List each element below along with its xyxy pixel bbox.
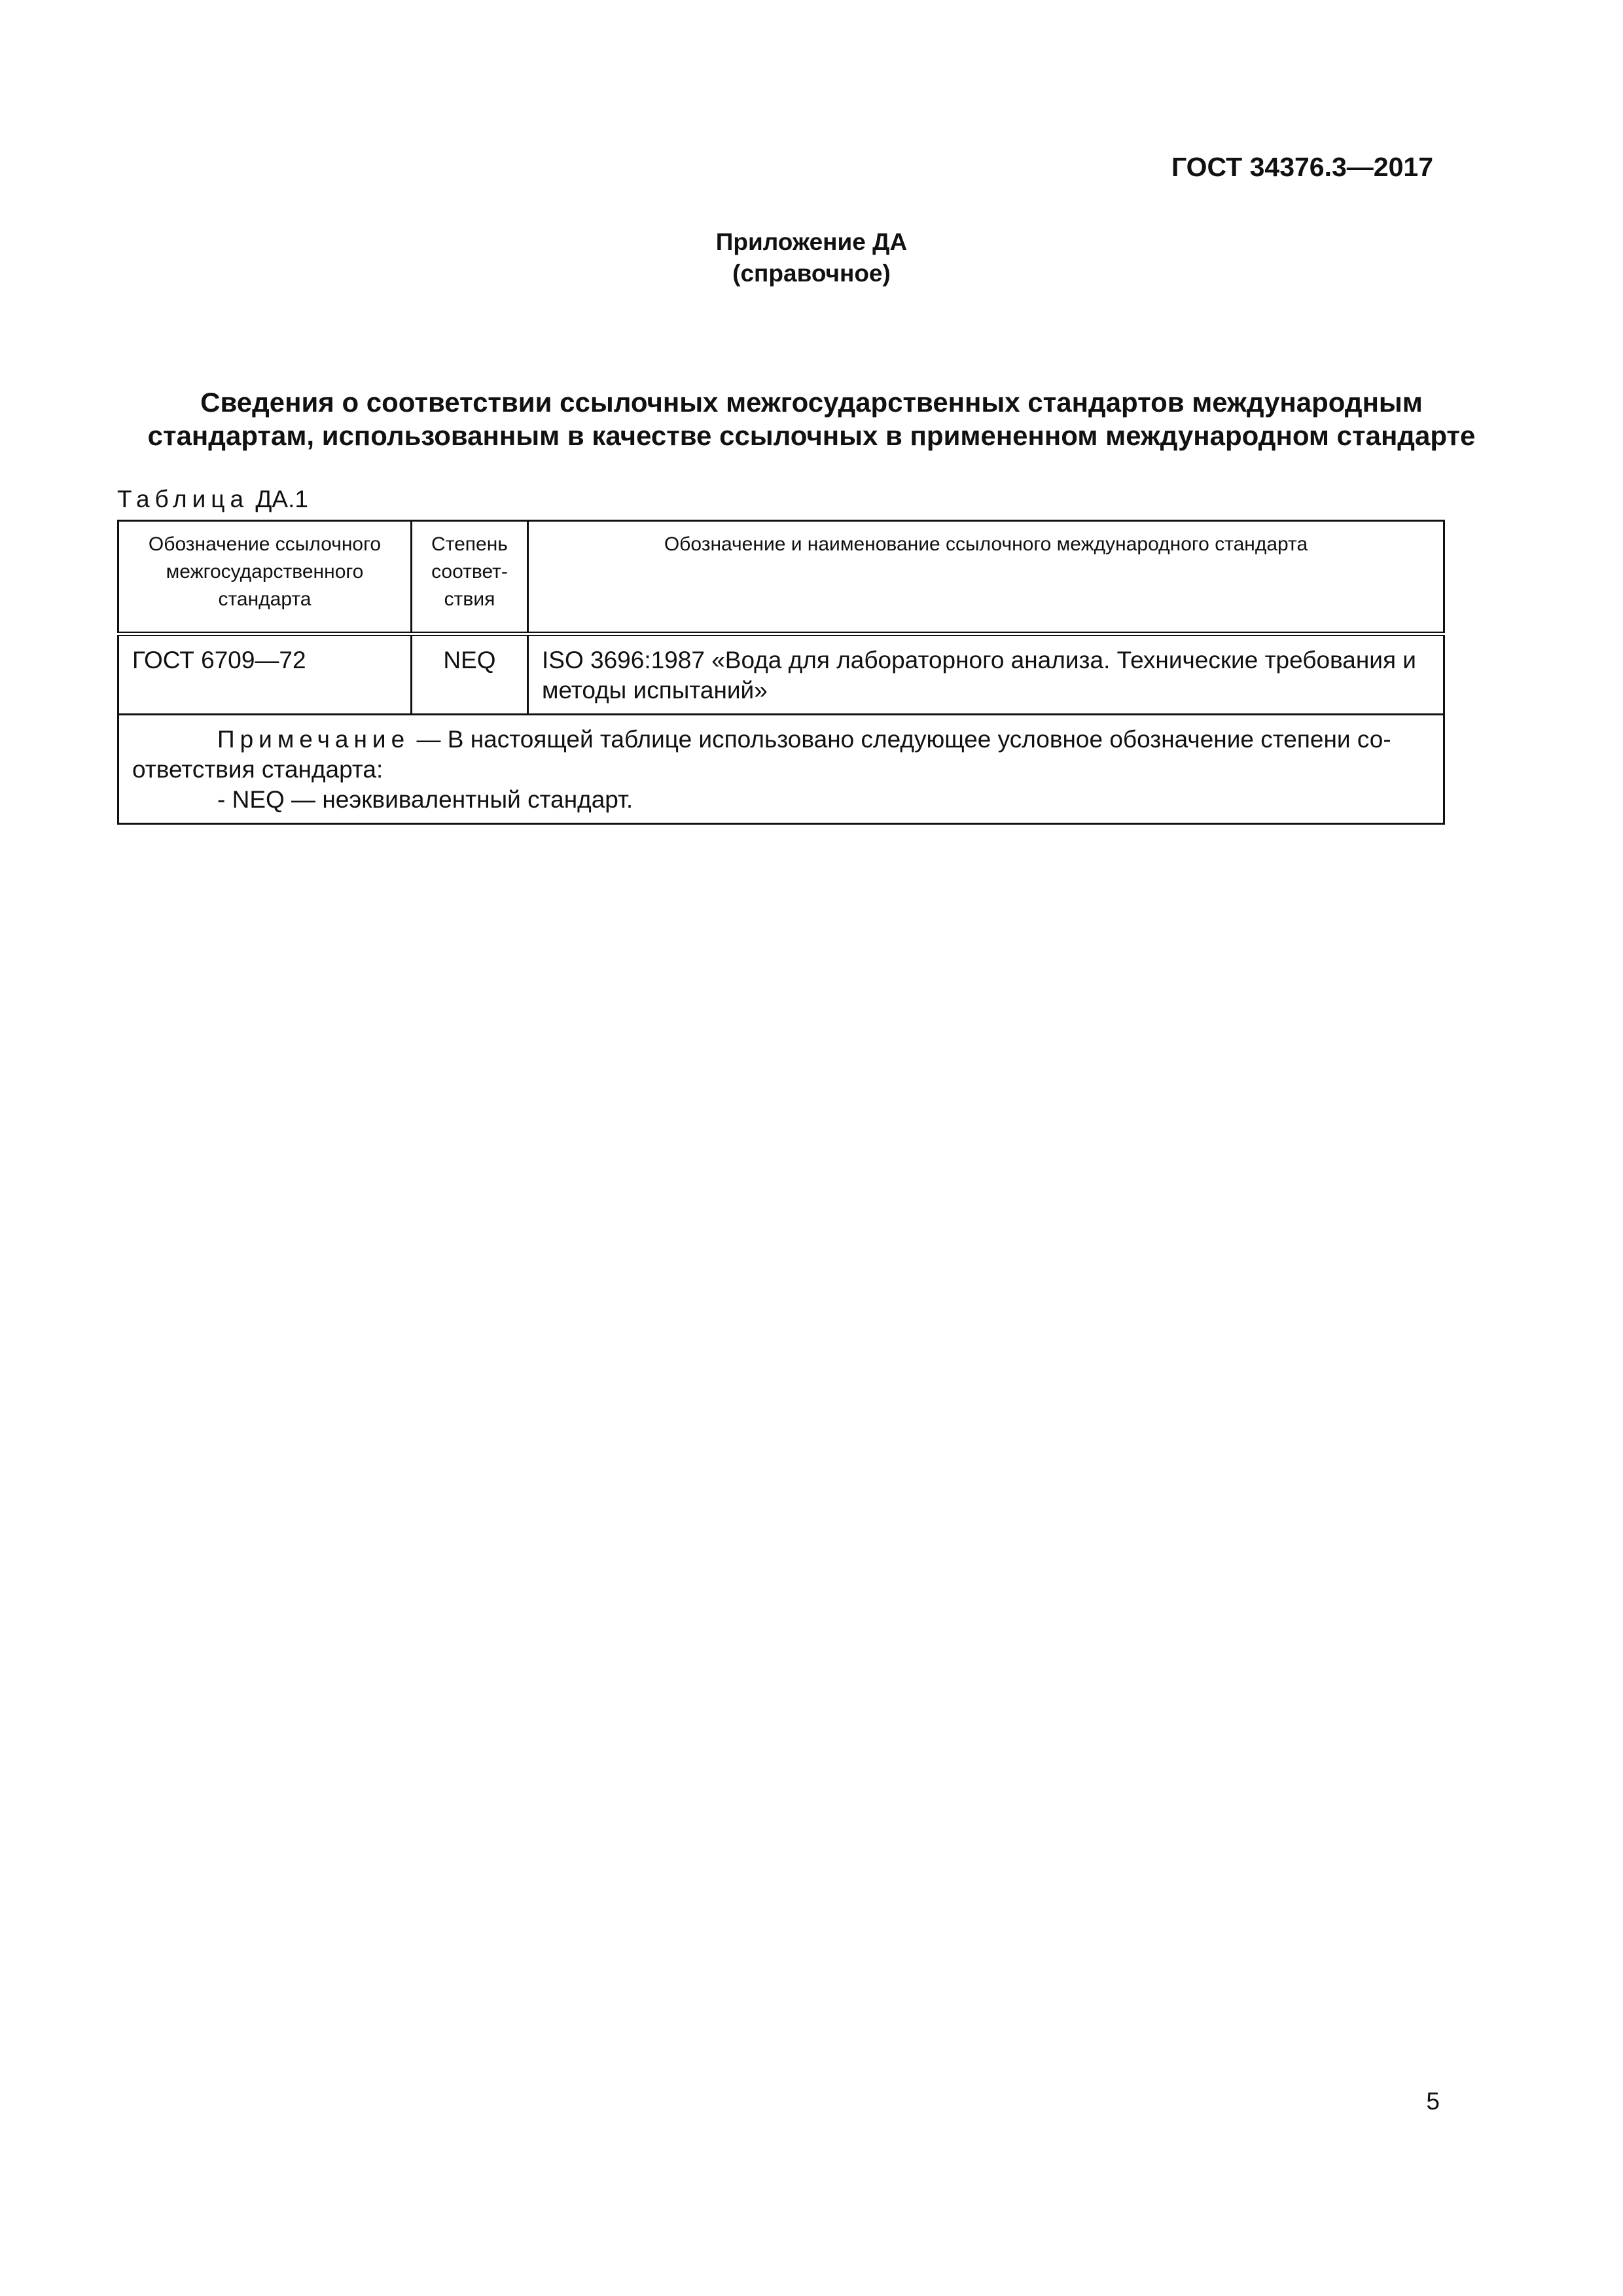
- note-text: [132, 725, 1430, 785]
- cell-international: ISO 3696:1987 «Вода для лабораторного анализа. Технические требования и методы испытаний»: [528, 634, 1444, 715]
- table-header-row: [118, 521, 1444, 634]
- table-note: [118, 715, 1444, 824]
- note-body: — В настоящей таблице использовано следующее условное обозначение степени со-ответствия стандарта:: [132, 726, 1391, 783]
- page-title-line-1: Сведения о соответствии ссылочных межгосударственных стандартов международным: [200, 387, 1423, 418]
- header-degree: Степень соответ-ствия: [412, 521, 528, 634]
- header-designation: Обозначение ссылочного межгосударственного стандарта: [118, 521, 412, 634]
- note-label: Примечание: [217, 726, 410, 753]
- header-international: Обозначение и наименование ссылочного международного стандарта: [528, 521, 1444, 634]
- table-note-row: [118, 715, 1444, 824]
- annex-heading: [0, 226, 1623, 289]
- table-caption-word: Таблица: [117, 486, 249, 512]
- annex-title: Приложение ДА: [715, 228, 908, 255]
- table-caption-number: ДА.1: [255, 486, 308, 512]
- annex-status: (справочное): [732, 260, 891, 287]
- correspondence-table: [117, 520, 1445, 825]
- document-code: ГОСТ 34376.3—2017: [1171, 152, 1433, 182]
- page-number: 5: [1426, 2088, 1440, 2115]
- cell-designation: ГОСТ 6709—72: [118, 634, 412, 715]
- page-title-line-2: стандартам, использованным в качестве ссылочных в примененном международном стандарте: [147, 420, 1476, 451]
- note-list-item: - NEQ — неэквивалентный стандарт.: [217, 786, 633, 813]
- page-title: [85, 386, 1538, 452]
- cell-degree: NEQ: [412, 634, 528, 715]
- table-row: [118, 634, 1444, 715]
- table-caption: [117, 486, 308, 513]
